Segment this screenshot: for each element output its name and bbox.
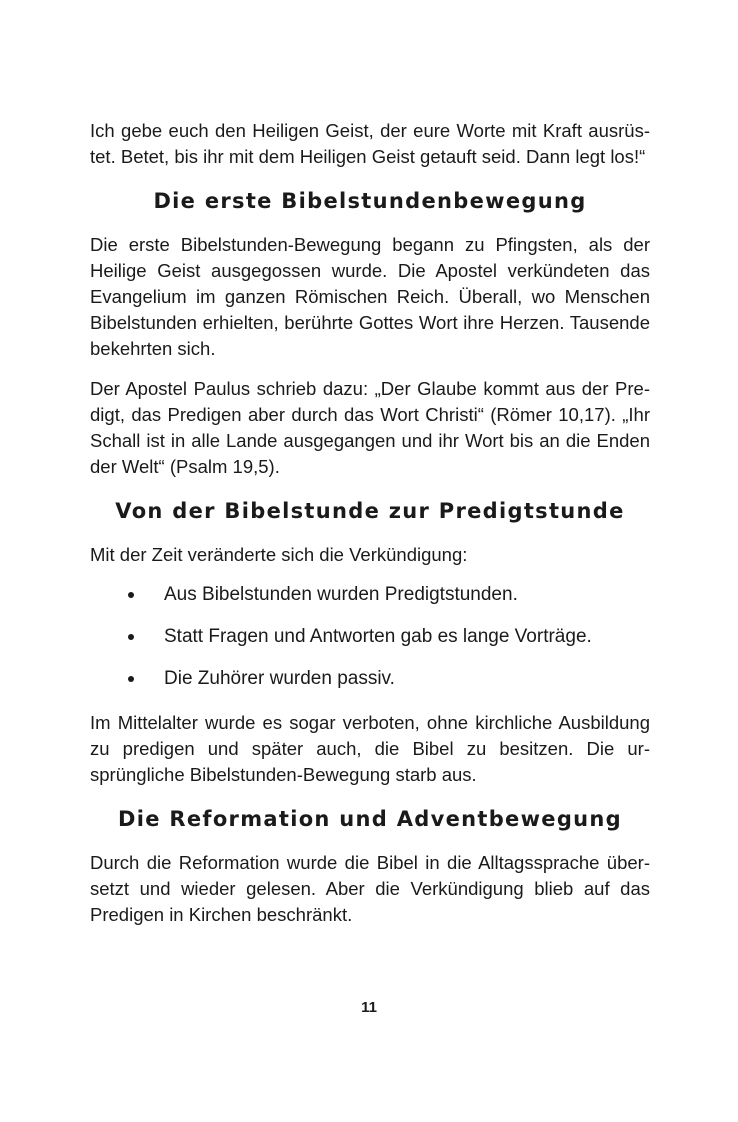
paragraph-intro-quote: Ich gebe euch den Heiligen Geist, der eure Worte mit Kraft ausrüstet. Betet, bis ihr mit dem Heiligen Geist getauft seid. Dann legt los!“ [90,120,650,167]
list-item-text: Statt Fragen und Antworten gab es lange Vorträge. [164,626,592,647]
paragraph-reformation: Durch die Reformation wurde die Bibel in die Alltagssprache übersetzt und wieder gelesen. Aber die Verkündigung blieb auf das Predigen in Kirchen beschränkt. [90,852,650,925]
page-number: 11 [361,999,377,1016]
bullet-icon [128,592,134,598]
list-item [90,616,650,658]
heading-erste-bibelstundenbewegung: Die erste Bibelstundenbewegung [153,189,587,213]
heading-bibelstunde-zur-predigtstunde: Von der Bibelstunde zur Predigtstunde [115,499,625,523]
bullet-icon [128,676,134,682]
page-content [90,118,650,928]
list-item [90,574,650,616]
list-item-text: Aus Bibelstunden wurden Predigtstunden. [164,584,518,605]
bullet-icon [128,634,134,640]
list-item [90,658,650,700]
paragraph-mittelalter: Im Mittelalter wurde es sogar verboten, ohne kirchliche Ausbildung zu predigen und später auch, die Bibel zu besitzen. Die ursprüngliche Bibelstunden-Bewegung starb aus. [90,712,650,785]
paragraph-paulus: Der Apostel Paulus schrieb dazu: „Der Glaube kommt aus der Predigt, das Predigen aber durch das Wort Christi“ (Römer 10,17). „Ihr Schall ist in alle Lande ausgegangen und ihr Wort bis an die Enden der Welt“ (Psalm 19,5). [90,378,650,477]
heading-reformation-adventbewegung: Die Reformation und Adventbewegung [117,807,623,831]
paragraph-pfingsten: Die erste Bibelstunden-Bewegung begann zu Pfingsten, als der Heilige Geist ausgegossen wurde. Die Apostel verkündeten das Evangelium im ganzen Römischen Reich. Überall, wo Menschen Bibelstunden erhielten, berührte Gottes Wort ihre Herzen. Tausende bekehrten sich. [90,234,650,359]
paragraph-verkuendigung-intro: Mit der Zeit veränderte sich die Verkündigung: [90,544,468,565]
bullet-list [90,574,650,700]
list-item-text: Die Zuhörer wurden passiv. [164,668,395,689]
